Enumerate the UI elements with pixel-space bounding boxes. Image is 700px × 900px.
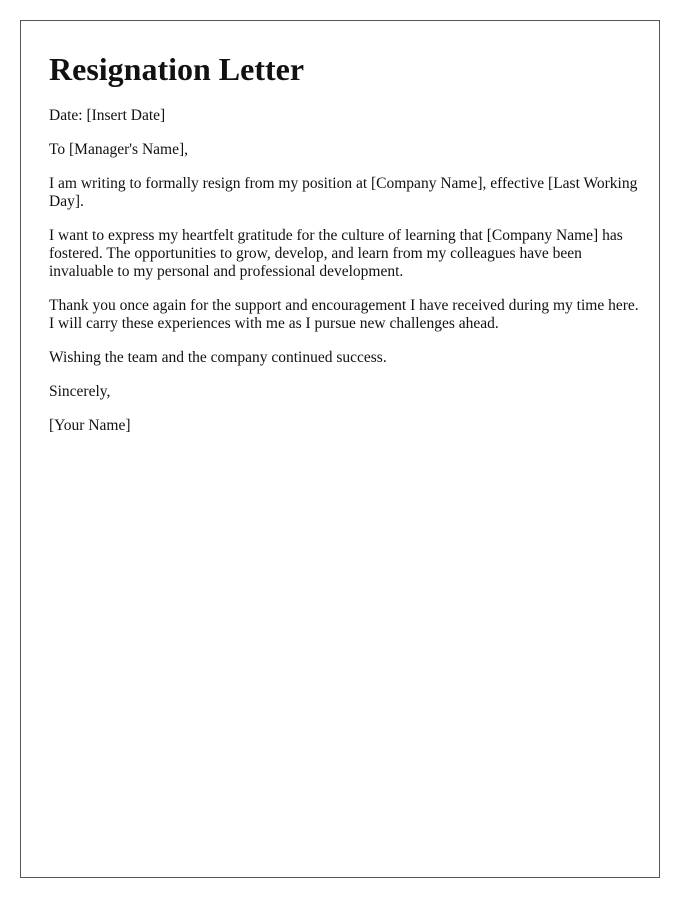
letter-content [49, 49, 639, 435]
signature: [Your Name] [49, 417, 131, 434]
paragraph-resignation: I am writing to formally resign from my position at [Company Name], effective [Last Working Day]. [49, 175, 638, 210]
date-line: Date: [Insert Date] [49, 107, 166, 124]
paragraph-wishes: Wishing the team and the company continued success. [49, 349, 387, 366]
letter-title: Resignation Letter [49, 51, 305, 87]
closing: Sincerely, [49, 383, 111, 400]
salutation: To [Manager's Name], [49, 141, 189, 158]
paragraph-thanks: Thank you once again for the support and encouragement I have received during my time here. I will carry these experiences with me as I pursue new challenges ahead. [49, 297, 639, 332]
letter-page [20, 20, 660, 878]
paragraph-gratitude: I want to express my heartfelt gratitude for the culture of learning that [Company Name] has fostered. The opportunities to grow, develop, and learn from my colleagues have been invaluable to my personal and professional development. [49, 227, 623, 280]
